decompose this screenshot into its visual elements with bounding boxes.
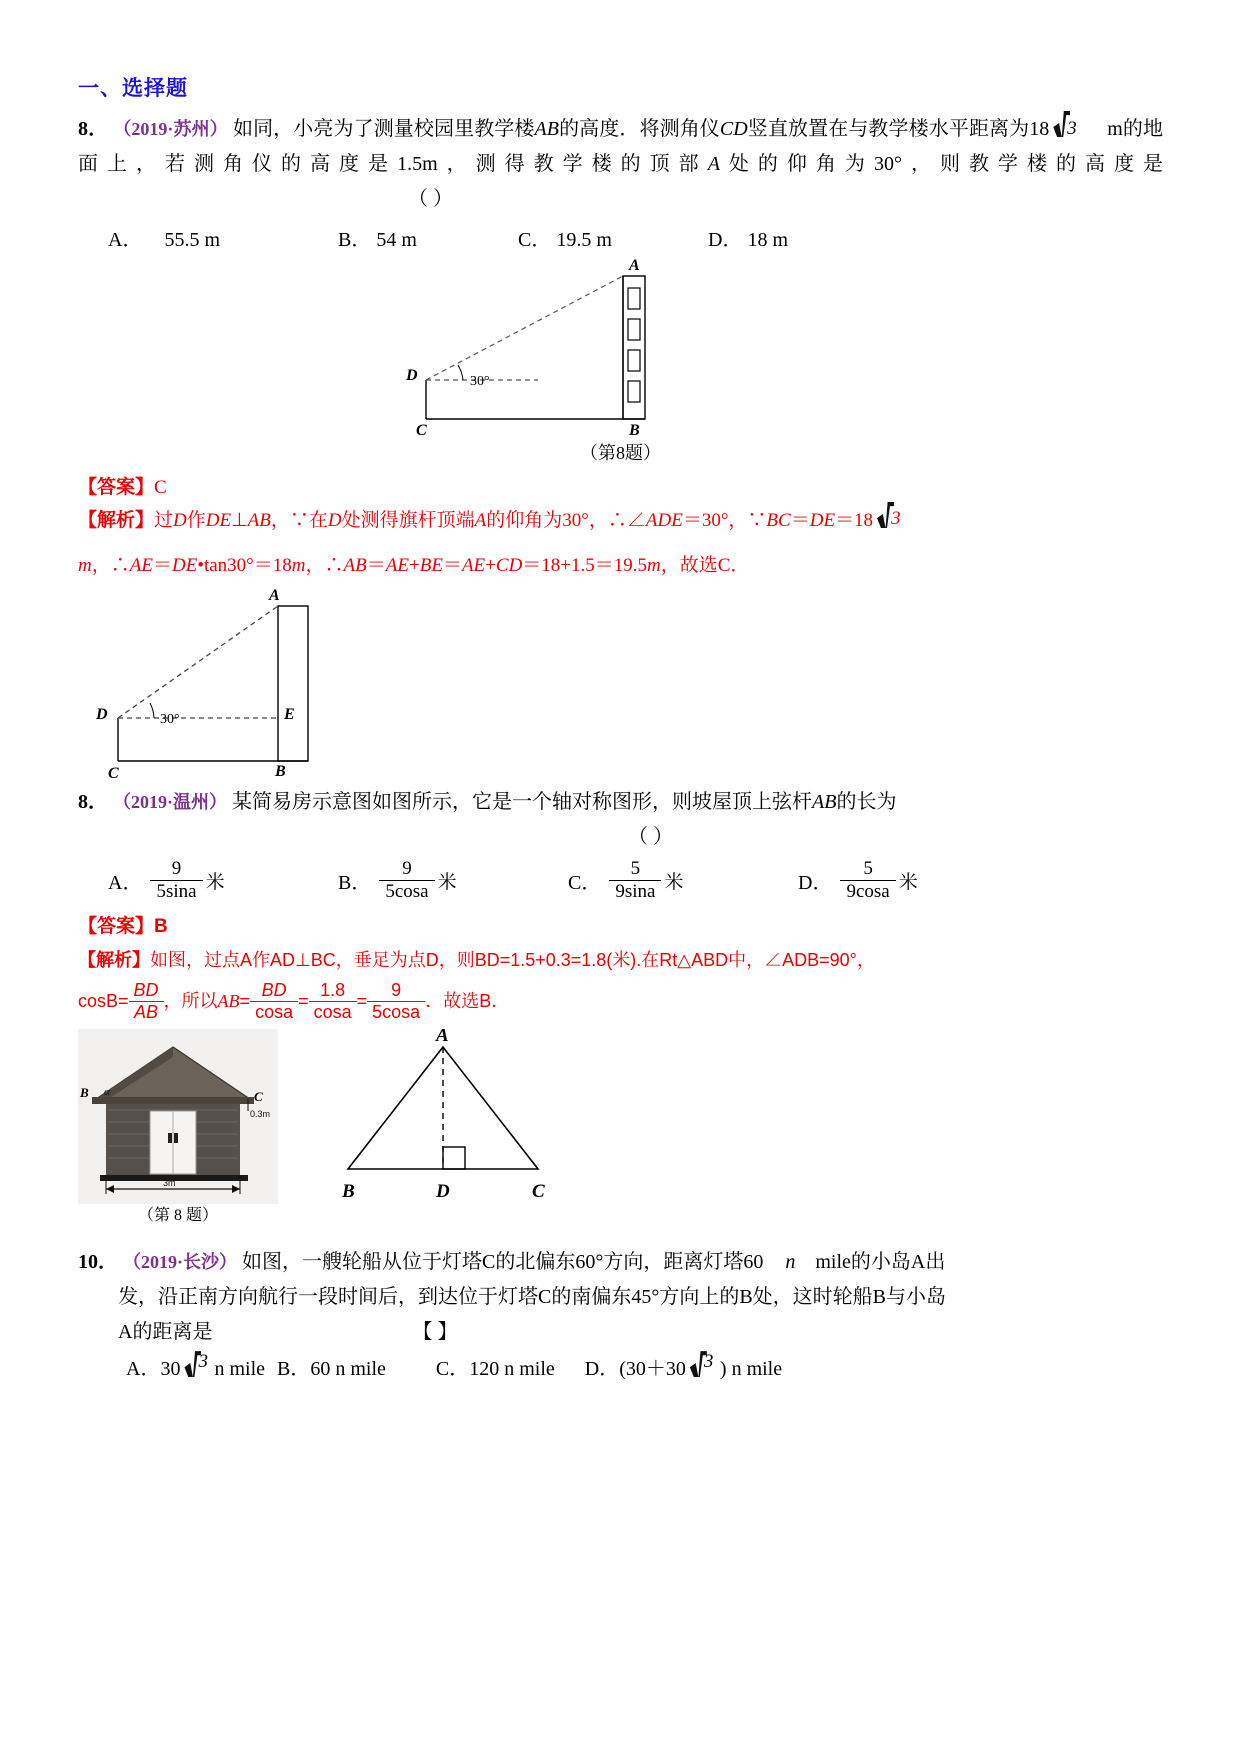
b-AE2: AE (385, 555, 409, 576)
f3-num: 1.8 (320, 980, 346, 1001)
analysis-row-q8-suzhou-line1 (78, 504, 1163, 538)
b-AE3: AE (461, 555, 486, 576)
label-C: C (108, 765, 119, 782)
question-10-changsha-line3 (78, 1315, 1163, 1350)
figure-8-caption: （第8题） (580, 443, 661, 463)
a-A: A (474, 510, 487, 531)
fraction-bd-ab (129, 981, 164, 1023)
option-a[interactable] (108, 859, 338, 902)
f2-num: BD (261, 980, 287, 1001)
option-c-pre: 120 n mile (469, 1358, 555, 1381)
question-text-b: 的高度．将测角仪 (558, 118, 720, 140)
option-b-label: B． (338, 872, 372, 895)
label-A: A (629, 258, 640, 274)
b-eq2: ＝18 (253, 555, 292, 576)
segment-AB: AB (812, 791, 837, 813)
b-eq1: ＝ (152, 555, 172, 576)
question-8-wenzhou-paren (78, 820, 1163, 855)
label-C: C (532, 1181, 545, 1203)
answer-row-q8-wenzhou (78, 910, 1163, 943)
option-a-label: A． (126, 1358, 161, 1381)
option-a-fraction (150, 859, 202, 902)
option-d-post: ) n mile (719, 1358, 783, 1381)
b-CD: CD (495, 555, 523, 576)
option-b-denominator: 5cosa (379, 880, 434, 903)
option-c[interactable] (436, 1352, 555, 1381)
house-photo-svg (78, 1029, 278, 1204)
option-a-denominator: 5sina (150, 880, 202, 903)
option-c-fraction (609, 859, 661, 902)
question-text-b: 的长为 (836, 791, 897, 813)
triangle-svg (338, 1029, 588, 1209)
c-cosB: cosB= (78, 991, 129, 1012)
f1-den: AB (129, 1001, 164, 1023)
b-eq3: ＝ (366, 555, 386, 576)
figure-question-8-wenzhou (78, 1029, 1163, 1225)
b-DE: DE (171, 555, 198, 576)
option-c[interactable] (518, 223, 708, 252)
question-8-wenzhou-options (78, 859, 1163, 902)
option-c-value: 19.5 m (556, 229, 612, 251)
option-c-unit: 米 (664, 872, 684, 894)
segment-CD: CD (719, 118, 748, 140)
option-d[interactable] (585, 1352, 782, 1381)
question-text-b: mile的小岛A出 (815, 1251, 946, 1274)
option-b-fraction (379, 859, 434, 902)
b-BE: BE (419, 555, 443, 576)
analysis-tag: 【解析】 (78, 510, 155, 531)
c-tail: ．故选B． (425, 991, 510, 1012)
b-m2: m (291, 555, 306, 576)
option-d[interactable] (798, 859, 918, 902)
figure-8b-svg (78, 588, 1163, 783)
option-b-pre: 60 n mile (310, 1358, 386, 1381)
triangle-diagram-wrap (338, 1029, 588, 1209)
b-dot: • (197, 555, 204, 576)
a-ADE: ADE (645, 510, 683, 531)
segment-n: n (785, 1251, 796, 1274)
b-m3: m (647, 555, 661, 576)
a-txt-4: 处测得旗杆顶端 (341, 510, 475, 531)
option-d-label: D． (798, 872, 833, 895)
option-b-unit: 米 (437, 872, 457, 894)
label-angle-30: 30° (160, 712, 180, 727)
analysis-text: 如图，过点A作AD⊥BC，垂足为点D，则BD=1.5+0.3=1.8(米).在Rt△ABD中，∠ADB=90°， (150, 950, 875, 971)
label-B: B (342, 1181, 355, 1203)
sqrt-glyph-icon: 3 (1049, 117, 1083, 139)
question-10-changsha-line2 (78, 1280, 1163, 1315)
option-c-label: C． (568, 872, 602, 895)
label-D: D (406, 367, 418, 384)
question-number: 8． (78, 791, 108, 813)
c-mid1: ，所以 (163, 991, 218, 1012)
figure-analysis-q8-suzhou (78, 588, 1163, 783)
figure-8-svg (78, 258, 1163, 443)
label-E: E (284, 706, 295, 723)
question-8-wenzhou-text (78, 785, 1163, 820)
question-text-c: 竖直放置在与教学楼水平距离为18 (747, 118, 1050, 140)
option-a[interactable] (108, 223, 338, 252)
option-d-numerator: 5 (863, 858, 873, 879)
fraction-18-cosa (309, 981, 357, 1023)
option-a-label: A． (108, 872, 143, 895)
figure-8-wenzhou-caption: （第 8 题） (137, 1207, 218, 1225)
option-b-numerator: 9 (402, 858, 412, 879)
option-b[interactable] (277, 1352, 386, 1381)
c-eq1: = (239, 991, 251, 1012)
label-B: B (80, 1085, 89, 1101)
f2-den: cosa (250, 1001, 298, 1023)
label-width-3m: 3m (163, 1178, 176, 1189)
option-d-denominator: 9cosa (840, 880, 895, 903)
option-c-label: C． (435, 1358, 470, 1381)
question-number: 8． (78, 118, 109, 140)
option-c-numerator: 5 (630, 858, 641, 879)
option-b[interactable] (338, 223, 518, 252)
question-10-changsha-line1 (78, 1245, 1163, 1280)
label-C: C (254, 1089, 263, 1105)
answer-value: B (154, 916, 168, 938)
sqrt-glyph-icon: 3 (686, 1357, 720, 1379)
a-eq: ＝ (790, 510, 810, 531)
option-d-unit: 米 (898, 872, 918, 894)
b-eq4: ＝ (442, 555, 462, 576)
a-txt-3: ，∵在 (270, 510, 328, 531)
label-0-3m: 0.3m (250, 1109, 271, 1120)
label-B: B (629, 422, 640, 439)
option-c-label: C． (518, 229, 552, 251)
a-perp: ⊥ (231, 510, 248, 531)
answer-bracket: 【 】 (412, 1321, 458, 1344)
c-eq3: = (356, 991, 368, 1012)
analysis-row-q8-wenzhou-line1 (78, 943, 1163, 977)
b-p2: ，∴ (305, 555, 344, 576)
house-photo-wrap (78, 1029, 278, 1225)
a-AB: AB (247, 510, 271, 531)
option-d-value: 18 m (747, 229, 789, 251)
b-eq5: ＝18+1.5＝19.5 (522, 555, 648, 576)
fraction-9-5cosa (367, 981, 425, 1023)
fraction-bd-cosa (250, 981, 298, 1023)
option-d[interactable] (708, 223, 788, 252)
c-eq2: = (298, 991, 309, 1012)
answer-tag: 【答案】 (78, 916, 155, 938)
b-tan: tan30° (203, 555, 254, 576)
option-a-unit: 米 (205, 872, 225, 894)
option-b-label: B． (338, 229, 372, 251)
question-text-a: 如同，小亮为了测量校园里教学楼 (232, 118, 535, 140)
a-D: D (173, 510, 187, 531)
option-a-value: 55.5 m (164, 229, 221, 251)
answer-value: C (154, 477, 167, 498)
a-txt-6: ＝30°，∵ (682, 510, 767, 531)
segment-AB: AB (534, 118, 559, 140)
option-b-label: B． (277, 1358, 311, 1381)
question-text-a: 某简易房示意图如图所示，它是一个轴对称图形，则坡屋顶上弦杆 (232, 791, 813, 813)
answer-paren: （ ） (628, 826, 673, 848)
figure-question-8-suzhou (78, 258, 1163, 465)
b-plus1: + (409, 555, 420, 576)
option-b-value: 54 m (376, 229, 417, 251)
sqrt-glyph-icon: 3 (873, 508, 907, 530)
label-B: B (275, 763, 286, 780)
b-AE: AE (129, 555, 153, 576)
question-source: （2019·苏州） (113, 119, 228, 139)
section-heading: 一、选择题 (78, 77, 188, 100)
a-txt-7: ＝18 (835, 510, 874, 531)
option-d-label: D． (708, 229, 743, 251)
page-content (78, 72, 1163, 1381)
label-A: A (436, 1029, 449, 1047)
a-txt-5: 的仰角为30°，∴∠ (486, 510, 646, 531)
a-txt-1: 过 (154, 510, 174, 531)
a-txt-2: 作 (186, 510, 206, 531)
a-DE2: DE (809, 510, 836, 531)
analysis-row-q8-suzhou-line2 (78, 546, 1163, 586)
a-BC: BC (766, 510, 791, 531)
answer-paren: （ ） (408, 188, 453, 210)
sqrt-glyph-icon: 3 (180, 1357, 214, 1379)
question-text-d: m的地面上，若测角仪的高度是1.5m，测得教学楼的顶部 (78, 118, 1164, 175)
a-DE: DE (205, 510, 232, 531)
question-source: （2019·温州） (113, 792, 228, 812)
analysis-row-q8-wenzhou-line2 (78, 981, 1163, 1023)
f4-den: 5cosa (367, 1001, 425, 1023)
option-b[interactable] (338, 859, 568, 902)
f1-num: BD (133, 980, 159, 1001)
question-text-c: 发，沿正南方向航行一段时间后，到达位于灯塔C的南偏东45°方向上的B处，这时轮船B与小岛 (118, 1286, 947, 1309)
a-D2: D (327, 510, 342, 531)
option-a-pre: 30 (160, 1358, 181, 1381)
option-d-pre: (30＋30 (619, 1358, 686, 1381)
option-c[interactable] (568, 859, 798, 902)
b-tail: ，故选C． (660, 555, 750, 576)
label-C: C (416, 422, 427, 439)
question-10-changsha-options (78, 1352, 1163, 1381)
question-number: 10． (78, 1251, 118, 1274)
label-alpha: α (104, 1086, 110, 1099)
label-A: A (269, 588, 280, 604)
option-a-label: A． (108, 229, 143, 251)
f4-num: 9 (391, 980, 402, 1001)
option-a[interactable] (126, 1352, 265, 1381)
answer-tag: 【答案】 (78, 477, 155, 498)
option-a-numerator: 9 (171, 858, 182, 879)
b-m1: m (78, 555, 92, 576)
label-angle-30: 30° (470, 374, 490, 389)
option-c-denominator: 9sina (609, 880, 661, 903)
question-text-a: 如图，一艘轮船从位于灯塔C的北偏东60°方向，距离灯塔60 (242, 1251, 764, 1274)
analysis-tag: 【解析】 (78, 950, 150, 971)
question-source: （2019·长沙） (123, 1252, 238, 1273)
answer-row-q8-suzhou (78, 471, 1163, 504)
question-8-suzhou-options (78, 223, 1163, 252)
option-a-post: n mile (214, 1358, 265, 1381)
question-8-suzhou-text (78, 112, 1163, 217)
option-d-label: D． (584, 1358, 620, 1381)
question-text-d: A的距离是 (118, 1321, 213, 1344)
label-D: D (96, 706, 108, 723)
b-p1: ，∴ (91, 555, 130, 576)
option-d-fraction (840, 859, 895, 902)
b-AB: AB (343, 555, 367, 576)
b-plus2: + (485, 555, 496, 576)
c-AB: AB (217, 991, 240, 1012)
label-D: D (436, 1181, 450, 1203)
question-text-e: 处的仰角为30°，则教学楼的高度是 (719, 153, 1163, 175)
f3-den: cosa (309, 1001, 357, 1023)
segment-A: A (707, 153, 720, 175)
